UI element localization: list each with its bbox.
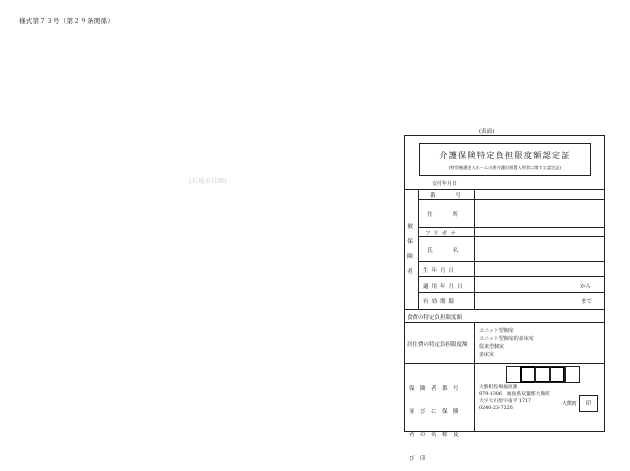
residence-type: ユニット型個室 bbox=[479, 328, 514, 334]
seal-box: 印 bbox=[579, 395, 598, 412]
rule bbox=[404, 322, 605, 323]
residence-type: 多床室 bbox=[479, 352, 495, 358]
insurer-office: 大熊町役場福祉課 bbox=[479, 385, 518, 390]
insurer-label-line: 者 の 名 称 及 bbox=[409, 432, 459, 439]
furigana-label: フリガナ bbox=[425, 231, 459, 237]
birthdate-label: 生年月日 bbox=[423, 268, 458, 274]
rule bbox=[418, 276, 605, 277]
insurer-number-box bbox=[550, 366, 565, 383]
rule bbox=[404, 189, 605, 190]
insured-group-label: 被保険者 bbox=[407, 224, 413, 275]
certificate-subtitle: (特別養護老人ホームの要介護旧措置入所者に関する認定証) bbox=[448, 165, 562, 170]
validity-label: 有効期限 bbox=[423, 299, 458, 305]
name-label: 氏 名 bbox=[427, 248, 462, 254]
form-number: 様式第７３号（第２９条関係） bbox=[19, 17, 115, 25]
rule bbox=[418, 189, 419, 309]
title-box bbox=[419, 143, 591, 176]
until-suffix: まで bbox=[581, 299, 593, 305]
food-limit-label: 食費の特定負担限度額 bbox=[407, 315, 463, 321]
number-label: 番 号 bbox=[430, 193, 465, 199]
rule bbox=[404, 363, 605, 364]
insurer-label-line: 並 び に 保 険 bbox=[409, 408, 459, 415]
insurer-postal-address: 979-1306 福島県双葉郡大熊町 bbox=[479, 392, 550, 397]
faint-mark: (石地名技師) bbox=[189, 178, 228, 185]
residence-type: 従来型個室 bbox=[479, 344, 505, 350]
address-label: 住 所 bbox=[427, 212, 462, 218]
side-label: (表面) bbox=[479, 129, 495, 135]
insurer-number-box bbox=[506, 366, 521, 383]
issue-date-label: 交付年月日 bbox=[432, 181, 458, 187]
residence-type: ユニット型個室的多床室 bbox=[479, 336, 534, 342]
insurer-label-line: び 印 bbox=[409, 455, 426, 462]
insurer-label-line: 保 険 者 番 号 bbox=[409, 385, 459, 392]
applicable-date-label: 適用年月日 bbox=[423, 284, 466, 290]
insurer-number-box bbox=[565, 366, 580, 383]
rule bbox=[418, 261, 605, 262]
from-suffix: から bbox=[580, 284, 592, 290]
rule bbox=[418, 227, 605, 228]
residence-limit-label: 居住費の特定負担限度額 bbox=[407, 342, 468, 348]
insurer-label bbox=[409, 370, 459, 471]
residence-types bbox=[479, 327, 534, 359]
certificate-title: 介護保険特定負担限度額認定証 bbox=[439, 150, 571, 160]
rule bbox=[474, 189, 475, 309]
insurer-town: 大熊町 bbox=[562, 401, 578, 407]
rule bbox=[418, 292, 605, 293]
insurer-phone: 0240-23-7226 bbox=[479, 406, 513, 411]
insurer-number-box bbox=[535, 366, 550, 383]
rule bbox=[418, 199, 605, 200]
rule bbox=[404, 309, 605, 310]
rule bbox=[474, 322, 475, 432]
insurer-address bbox=[479, 384, 550, 412]
insurer-street: 大字大川原字南平 1717 bbox=[479, 399, 532, 404]
